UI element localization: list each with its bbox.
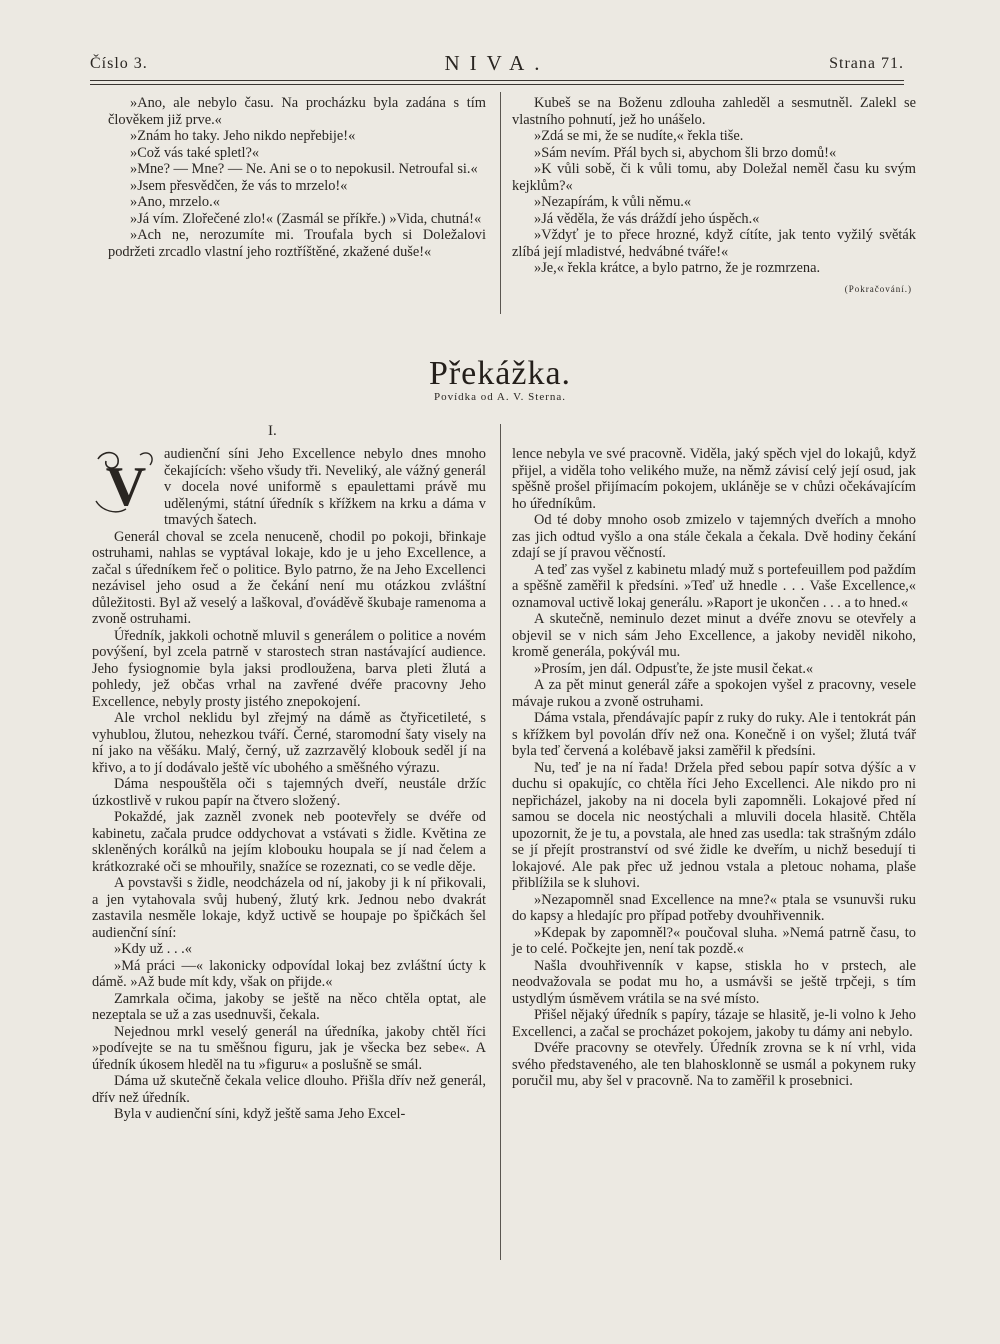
header-rule <box>90 80 904 81</box>
paragraph: lence nebyla ve své pracovně. Viděla, jaký spěch vjel do lokajů, když přijel, a viděla toho velikého muže, na němž závisí celý její osud, jak spěšně prošel přijímacím pokojem, ukláněje se v chůzi očekávajícím ho úředníkům. <box>512 446 916 512</box>
paragraph: Nejednou mrkl veselý generál na úředníka, jakoby chtěl říci »podívejte se na tu směšnou figuru, jak je všecka bez sebe«. A úředník úkosem hleděl na tu »figuru« a poslušně se smál. <box>92 1023 486 1073</box>
paragraph: »Kdepak by zapomněl?« poučoval sluha. »Nemá patrně času, to je to celé. Počkejte jen, není tak pozdě.« <box>512 924 916 957</box>
paragraph: Dvéře pracovny se otevřely. Úředník zrovna se k ní vrhl, vida svého představeného, ale ten blahosklonně se usmál a pokynem ruky poručil mu, aby šel v pracovně. Na to zaměřil k prosebnici. <box>512 1040 916 1089</box>
paragraph: Úředník, jakkoli ochotně mluvil s generálem o politice a novém povýšení, byl zcela patrně v starostech stran nastávající audience. Jeho fysiognomie byla jaksi prodloužena, barva pleti žlutá a pohledy, jež občas vrhal na zavřené dvéře pracovny Jeho Excellence, nebyly prosty jistého znepokojení. <box>92 627 486 710</box>
column-divider-top <box>500 92 501 314</box>
paragraph: A povstavši s židle, neodcházela od ní, jakoby ji k ní přikovali, a jen vytahovala svůj hubený, žlutý krk. Jednou nebo dvakrát zastavila nesměle lokaje, když uctivě se houpaje po špičkách šel audienční síní: <box>92 875 486 941</box>
paragraph: A skutečně, neminulo dezet minut a dvéře znovu se otevřely a objevil se v nich sám Jeho Excellence, a jakoby neviděl nikoho, kromě generála, pokývál mu. <box>512 611 916 660</box>
page-header <box>90 51 904 79</box>
paragraph: Od té doby mnoho osob zmizelo v tajemných dveřích a mnoho zas jich odtud vyšlo a ona stále čekala a čekala. Dvě hodiny čekání zdají se jí pravou věčností. <box>512 512 916 561</box>
chapter-number: I. <box>268 423 277 439</box>
paragraph: »Je,« řekla krátce, a bylo patrno, že je rozmrzena. <box>534 260 821 276</box>
paragraph: »K vůli sobě, či k vůli tomu, aby Doležal neměl času ku svým kejklům?« <box>512 161 916 194</box>
paragraph: Dáma už skutečně čekala velice dlouho. Přišla dřív než generál, dřív než úředník. <box>92 1073 486 1106</box>
paragraph: Ale vrchol neklidu byl zřejmý na dámě as čtyřicetileté, s vyhublou, žlutou, nehezkou tváří. Černé, staromodní šaty visely na ní jako na věšáku. Malý, černý, už zazrzavělý klobouk seděl jí na křivo, a to jí dodávalo ještě víc ubohého a směšného výrazu. <box>92 710 486 776</box>
story-right-column <box>512 446 916 1090</box>
paragraph: Kubeš se na Boženu zdlouha zahleděl a sesmutněl. Zalekl se vlastního pohnutí, jež ho unášelo. <box>512 95 916 128</box>
top-right-column <box>512 95 916 297</box>
paragraph: »Mne? — Mne? — Ne. Ani se o to nepokusil. Netroufal si.« <box>130 161 478 177</box>
paragraph: A za pět minut generál záře a spokojen vyšel z pracovny, vesele mávaje rukou a zvoně ostruhami. <box>512 677 916 710</box>
paragraph: »Má práci —« lakonicky odpovídal lokaj bez zvláštní úcty k dámě. »Až bude mít kdy, však on přijde.« <box>92 957 486 990</box>
paragraph: Byla v audienční síni, když ještě sama Jeho Excel- <box>114 1106 406 1122</box>
paragraph: A teď zas vyšel z kabinetu mladý muž s portefeuillem pod paždím a spěšně zaměřil k předsíni. »Teď už hnedle . . . Vaše Excellence,« oznamoval uctivě lokaj generálu. »Raport je ukončen . . . a to hned.« <box>512 561 916 611</box>
paragraph: »Já vím. Zlořečené zlo!« (Zasmál se příkře.) »Vida, chutná!« <box>130 210 482 227</box>
paragraph: Zamrkala očima, jakoby se ještě na něco chtěla optat, ale nezeptala se už a zas usednuvši, čekala. <box>92 990 486 1023</box>
issue-number: Číslo 3. <box>90 55 148 72</box>
page-number: Strana 71. <box>829 55 904 72</box>
paragraph: »Já věděla, že vás dráždí jeho úspěch.« <box>534 210 760 227</box>
paragraph: Dáma vstala, přendávajíc papír z ruky do ruky. Ale i tentokrát pán s křížkem byl povolán dřív než ona. Konečně i on vyšel; žlutá tvář byla teď červená a kolébavě jaksi zaměřil k předsíni. <box>512 710 916 759</box>
paragraph: Pokaždé, jak zazněl zvonek neb pootevřely se dvéře od kabinetu, začala prudce oddychovat a vstávati s židle. Květina ze skleněných korálků na jejím klobouku houpala se jí nad čelem a krátkozraké oči se mhouřily, snažíce se rozeznati, co se vedle děje. <box>92 809 486 875</box>
paragraph: »Sám nevím. Přál bych si, abychom šli brzo domů!« <box>534 144 837 161</box>
column-divider-bottom <box>500 424 501 1260</box>
svg-text:V: V <box>105 456 147 518</box>
paragraph: »Což vás také spletl?« <box>130 144 260 161</box>
paragraph: Nu, teď je na ní řada! Držela před sebou papír sotva dýšíc a v duchu si opakujíc, co chtěla říci Jeho Excellenci. Ale nikdo pro ni nepřicházel, jakoby na ni docela byli zapomněli. Lokajové před ní samou se docela nic neostýchali a mluvili docela hlasitě. Chtěla upozornit, že je tu, a povstala, ale hned zas usedla: tak strašným zdálo se jí přejít prostranství od své židle ke dveřím, u nichž besedují ti lokajové. Ale pak přec už jednou vstala a pletouc nohama, plaše přiblížila se k sluhovi. <box>512 759 916 891</box>
story-title: Překážka. <box>428 355 572 392</box>
paragraph: »Vždyť je to přece hrozné, když cítíte, jak tento vyžilý světák zlíbá její mladistvé, hedvábné tváře!« <box>512 227 916 260</box>
paragraph: »Jsem přesvědčen, že vás to mrzelo!« <box>130 177 348 194</box>
continuation-note: (Pokračování.) <box>844 283 912 294</box>
paragraph: »Ano, ale nebylo času. Na procházku byla zadána s tím člověkem již prve.« <box>108 95 486 128</box>
paragraph: »Zdá se mi, že se nudíte,« řekla tiše. <box>534 128 744 144</box>
story-left-column <box>92 446 486 1123</box>
top-left-column <box>108 95 486 260</box>
paragraph: Našla dvouhřivenník v kapse, stiskla ho v prstech, ale neodvažovala se podat mu ho, a usmávši se ještě trpčeji, s tím ustydlým úsměvem vrátila se na své místo. <box>512 957 916 1007</box>
paragraph: Přišel nějaký úředník s papíry, tázaje se hlasitě, je-li volno k Jeho Excellenci, a začal se procházet pokojem, jakoby tu dámy ani nebylo. <box>512 1007 916 1040</box>
story-byline: Povídka od A. V. Sterna. <box>433 391 567 403</box>
paragraph: »Nezapírám, k vůli němu.« <box>534 194 692 210</box>
paragraph: »Kdy už . . .« <box>114 941 192 957</box>
paragraph: »Nezapomněl snad Excellence na mne?« ptala se vsunuvši ruku do kapsy a hledajíc pro případ potřeby dvouhřivennik. <box>512 891 916 924</box>
journal-title: NIVA. <box>444 51 550 75</box>
paragraph: »Ach ne, nerozumíte mi. Troufala bych si Doležalovi podržeti zrcadlo vlastní jeho roztříštěné, zkažené duše!« <box>108 227 486 260</box>
header-rule-thin <box>90 84 904 85</box>
paragraph: »Znám ho taky. Jeho nikdo nepřebije!« <box>130 128 356 144</box>
paragraph: »Ano, mrzelo.« <box>130 194 220 210</box>
paragraph: Dáma nespouštěla oči s tajemných dveří, neustále držíc úzkostlivě v rukou papír na čtvero složený. <box>92 776 486 809</box>
paragraph: audienční síni Jeho Excellence nebylo dnes mnoho čekajících: všeho všudy tři. Neveliký, ale vážný generál v docela nové uniformě s epaulettami právě mu udělenými, státní úředník s křížkem na krku a dáma v tmavých šatech. <box>164 446 486 528</box>
paragraph: Generál choval se zcela nenuceně, chodil po pokoji, břinkaje ostruhami, nahlas se vyptával lokaje, kdo je u jeho Excellence, a začal s úředníkem řeč o politice. Bylo patrno, že na Jeho Excellenci nezávisel jeho osud a že čekání není mu otázkou zvláštní důležitosti. Byl až veselý a laškoval, ďováděvě škubaje ramenoma a zvoně ostruhami. <box>92 528 486 627</box>
paragraph: »Prosím, jen dál. Odpusťte, že jste musil čekat.« <box>534 660 814 677</box>
